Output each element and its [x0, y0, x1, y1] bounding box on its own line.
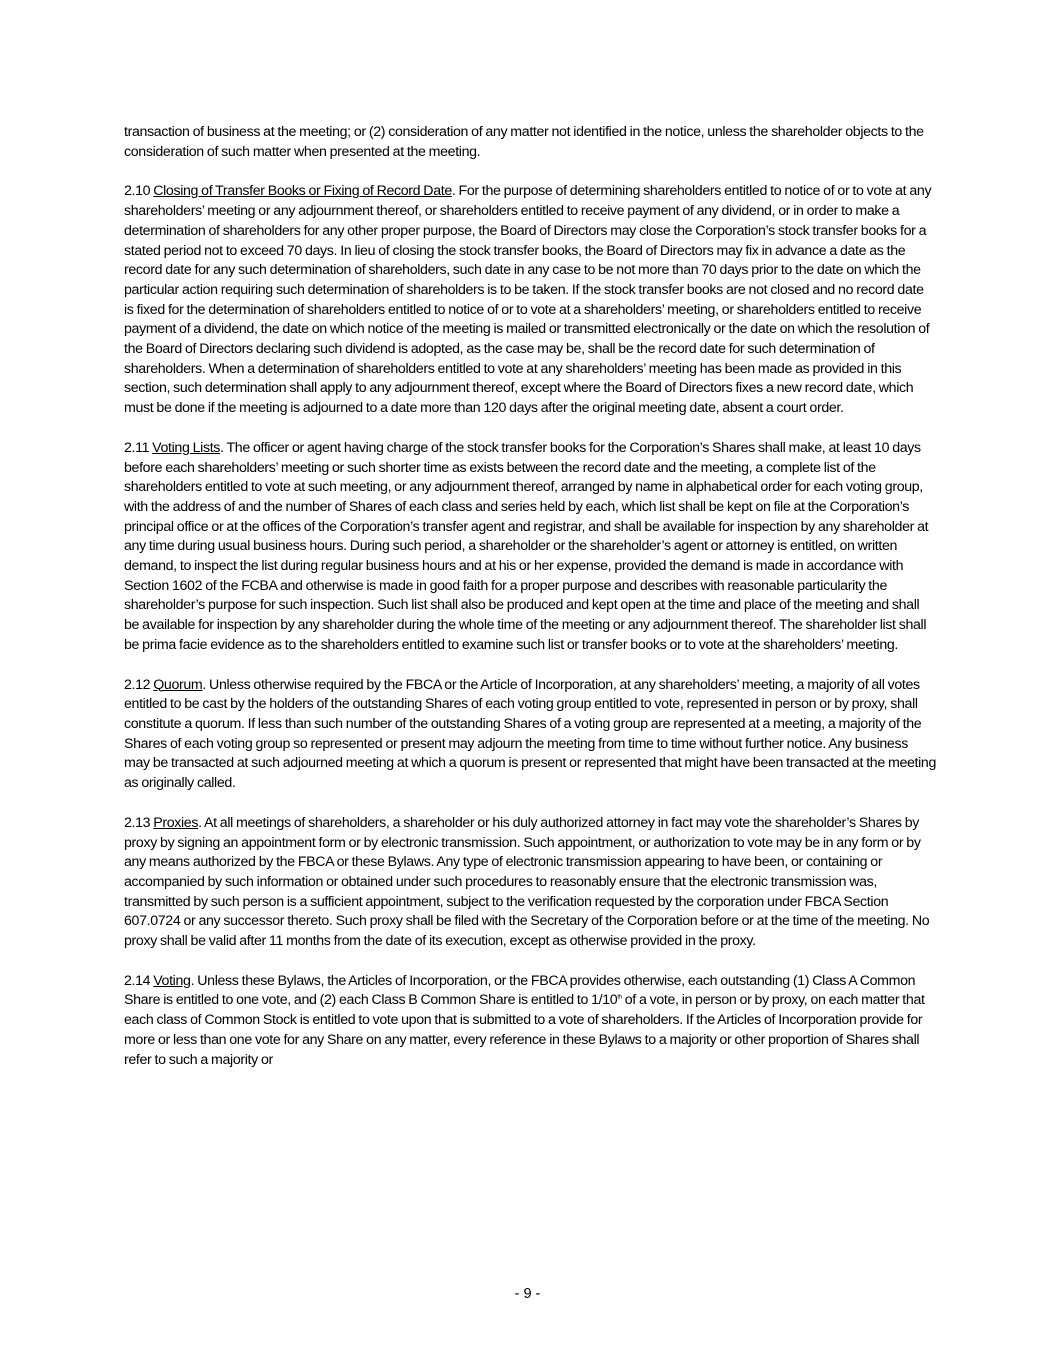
section-heading: Voting — [153, 972, 191, 989]
section-body-part-2: of a vote, in person or by proxy, on each matter that each class of Common Stock is entitled to vote upon that is submitted to a vote of shareholders. If the Articles of Incorporation provide for more or less than one vote for any Share on any matter, every reference in these Bylaws to a majority or other proportion of Shares shall refer to such a majority or — [124, 992, 925, 1068]
section-heading: Proxies — [153, 814, 199, 831]
section-2-11 — [124, 439, 936, 656]
continuation-paragraph: transaction of business at the meeting; or (2) consideration of any matter not identified in the notice, unless the shareholder objects to the consideration of such matter when presented at the meeting. — [124, 124, 924, 160]
section-number: 2.10 — [124, 183, 151, 200]
section-2-14 — [124, 972, 936, 1071]
ordinal-superscript: th — [617, 994, 622, 1001]
section-2-12 — [124, 676, 936, 794]
section-heading: Quorum — [153, 676, 203, 693]
section-body: . At all meetings of shareholders, a shareholder or his duly authorized attorney in fact may vote the shareholder’s Shares by proxy by signing an appointment form or by electronic transmission. Such appointment, or authorization to vote may be in any form or by any means authorized by the FBCA or these Bylaws. Any type of electronic transmission appearing to have been, or containing or accompanied by such information or obtained under such procedures to reasonably ensure that the electronic transmission was, transmitted by such person is a sufficient appointment, subject to the verification requested by the corporation under FBCA Section 607.0724 or any successor thereto. Such proxy shall be filed with the Secretary of the Corporation before or at the time of the meeting. No proxy shall be valid after 11 months from the date of its execution, except as otherwise provided in the proxy. — [124, 814, 930, 950]
section-number: 2.14 — [124, 972, 151, 989]
section-2-10 — [124, 182, 936, 418]
page-number: - 9 - — [514, 1286, 541, 1302]
section-number: 2.13 — [124, 814, 151, 831]
section-2-13 — [124, 814, 936, 952]
section-number: 2.11 — [124, 439, 150, 456]
section-heading: Voting Lists — [152, 439, 221, 456]
section-body-part-1: . Unless these Bylaws, the Articles of Incorporation, or the FBCA provides otherwise, each outstanding (1) Class A Common Share is entitled to one vote, and (2) each Class B Common Share is entitled to 1/10 — [124, 972, 916, 1009]
section-body: . The officer or agent having charge of the stock transfer books for the Corporation’s Shares shall make, at least 10 days before each shareholders’ meeting or such shorter time as exists between the record date and the meeting, a complete list of the shareholders entitled to vote at such meeting, or any adjournment thereof, arranged by name in alphabetical order for each voting group, with the address of and the number of Shares of each class and series held by each, which list shall be kept on file at the Corporation’s principal office or at the offices of the Corporation’s transfer agent and registrar, and shall be available for inspection by any shareholder at any time during usual business hours. During such period, a shareholder or the shareholder’s agent or attorney is entitled, on written demand, to inspect the list during regular business hours and at his or her expense, provided the demand is made in accordance with Section 1602 of the FCBA and otherwise is made in good faith for a proper purpose and describes with reasonable particularity the shareholder’s purpose for such inspection. Such list shall also be produced and kept open at the time and place of the meeting and shall be available for inspection by any shareholder during the whole time of the meeting or any adjournment thereof. The shareholder list shall be prima facie evidence as to the shareholders entitled to examine such list or transfer books or to vote at the shareholders’ meeting. — [124, 439, 929, 653]
section-number: 2.12 — [124, 676, 151, 693]
section-body: . Unless otherwise required by the FBCA or the Article of Incorporation, at any shareholders’ meeting, a majority of all votes entitled to be cast by the holders of the outstanding Shares of each voting group entitled to vote, represented in person or by proxy, shall constitute a quorum. If less than such number of the outstanding Shares of a voting group are represented at a meeting, a majority of the Shares of each voting group so represented or present may adjourn the meeting from time to time without further notice. Any business may be transacted at such adjourned meeting at which a quorum is present or represented that might have been transacted at the meeting as originally called. — [124, 676, 936, 792]
section-heading: Closing of Transfer Books or Fixing of Record Date — [153, 183, 452, 200]
document-page — [124, 123, 936, 1090]
section-body: . For the purpose of determining shareholders entitled to notice of or to vote at any shareholders’ meeting or any adjournment thereof, or shareholders entitled to receive payment of any dividend, or in order to make a determination of shareholders for any other proper purpose, the Board of Directors may close the Corporation’s stock transfer books for a stated period not to exceed 70 days. In lieu of closing the stock transfer books, the Board of Directors may fix in advance a date as the record date for any such determination of shareholders, such date in any case to be not more than 70 days prior to the date on which the particular action requiring such determination of shareholders is to be taken. If the stock transfer books are not closed and no record date is fixed for the determination of shareholders entitled to notice of or to vote at a shareholders’ meeting, or shareholders entitled to receive payment of a dividend, the date on which notice of the meeting is mailed or transmitted electronically or the date on which the resolution of the Board of Directors declaring such dividend is adopted, as the case may be, shall be the record date for such determination of shareholders. When a determination of shareholders entitled to vote at any shareholders’ meeting has been made as provided in this section, such determination shall apply to any adjournment thereof, except where the Board of Directors fixes a new record date, which must be done if the meeting is adjourned to a date more than 120 days after the original meeting date, absent a court order. — [124, 183, 932, 417]
